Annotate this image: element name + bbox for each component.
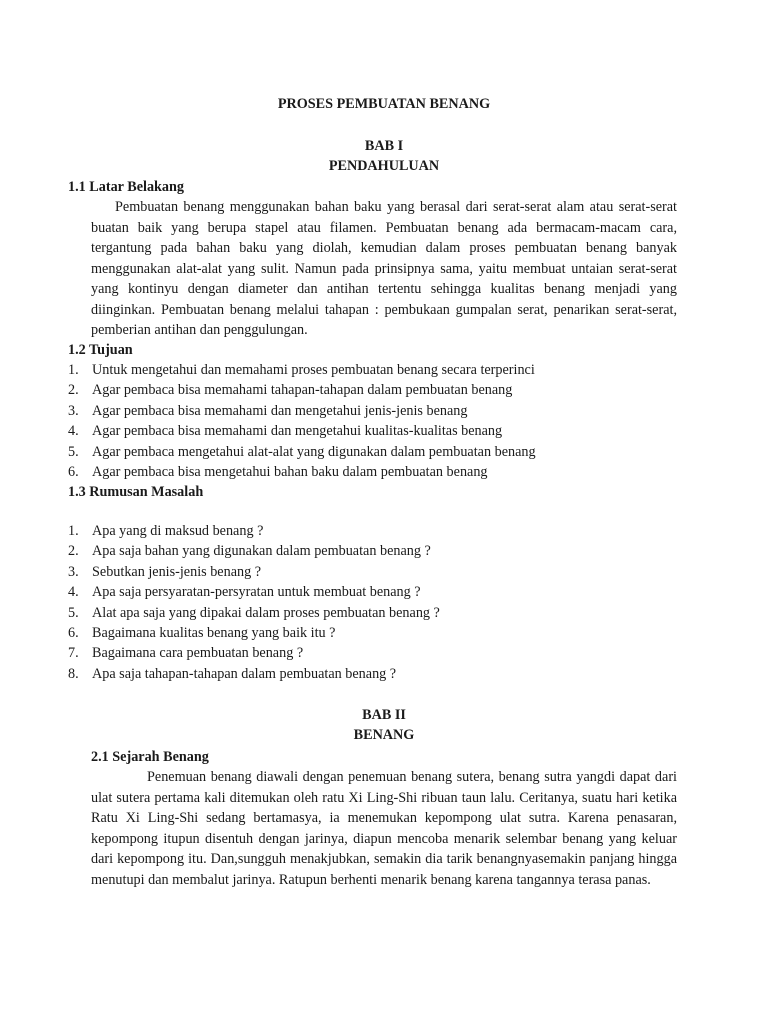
list-number: 5. <box>68 443 79 460</box>
section-heading-sejarah-benang: 2.1 Sejarah Benang <box>91 749 209 765</box>
bab1-label: BAB I <box>364 138 404 154</box>
list-number: 4. <box>68 423 79 440</box>
list-text: Bagaimana cara pembuatan benang ? <box>92 645 304 662</box>
list-item <box>68 421 536 441</box>
list-number: 6. <box>68 625 79 642</box>
list-number: 1. <box>68 523 79 539</box>
tujuan-list <box>68 360 536 482</box>
list-item <box>68 562 440 582</box>
list-item <box>68 623 440 643</box>
list-number: 6. <box>68 464 79 481</box>
list-item <box>68 541 440 561</box>
list-number: 2. <box>68 382 79 399</box>
list-text: Apa saja tahapan-tahapan dalam pembuatan benang ? <box>92 665 397 682</box>
list-number: 5. <box>68 604 79 621</box>
list-item <box>68 442 536 462</box>
list-text: Apa saja bahan yang digunakan dalam pembuatan benang ? <box>92 543 431 560</box>
document-title: PROSES PEMBUATAN BENANG <box>277 96 491 112</box>
list-item <box>68 643 440 663</box>
list-text: Agar pembaca bisa memahami dan mengetahui kualitas-kualitas benang <box>92 423 503 440</box>
list-number: 3. <box>68 402 79 419</box>
list-text: Untuk mengetahui dan memahami proses pembuatan benang secara terperinci <box>92 362 535 378</box>
list-item <box>68 521 440 541</box>
bab2-label: BAB II <box>362 707 406 723</box>
list-text: Agar pembaca bisa memahami dan mengetahui jenis-jenis benang <box>92 402 468 419</box>
list-item <box>68 462 536 482</box>
list-number: 2. <box>68 543 79 560</box>
list-number: 3. <box>68 563 79 580</box>
list-item <box>68 401 536 421</box>
rumusan-list <box>68 521 440 684</box>
list-text: Apa yang di maksud benang ? <box>92 523 264 539</box>
list-item <box>68 603 440 623</box>
list-item <box>68 664 440 684</box>
paragraph-sejarah-benang: Penemuan benang diawali dengan penemuan benang sutera, benang sutra yangdi dapat dari ulat sutera pertama kali ditemukan oleh ratu Xi Ling-Shi ribuan taun lalu. Ceritanya, suatu hari ketika Ratu Xi Ling-Shi sedang bertamasya, ia menemukan kepompong ulat sutra. Karena penasaran, kepompong itupun disentuh dengan jarinya, diapun mencoba menarik selembar benang yang keluar dari kepompong itu. Dan,sungguh menakjubkan, semakin dia tarik benangnyasemakin panjang hingga menutupi dan membalut jarinya. Ratupun berhenti menarik benang karena tangannya terasa panas. <box>91 769 677 888</box>
list-text: Sebutkan jenis-jenis benang ? <box>92 563 262 580</box>
list-text: Agar pembaca bisa mengetahui bahan baku dalam pembuatan benang <box>92 464 488 481</box>
list-number: 1. <box>68 362 79 378</box>
list-text: Apa saja persyaratan-persyratan untuk membuat benang ? <box>92 584 421 601</box>
list-text: Alat apa saja yang dipakai dalam proses pembuatan benang ? <box>92 604 440 621</box>
section-heading-rumusan-masalah: 1.3 Rumusan Masalah <box>68 484 204 500</box>
list-text: Bagaimana kualitas benang yang baik itu ? <box>92 625 336 642</box>
bab1-title: PENDAHULUAN <box>328 158 440 174</box>
list-item <box>68 360 536 380</box>
bab2-title: BENANG <box>353 727 415 743</box>
list-item <box>68 380 536 400</box>
list-number: 8. <box>68 665 79 682</box>
list-text: Agar pembaca mengetahui alat-alat yang digunakan dalam pembuatan benang <box>92 443 536 460</box>
list-item <box>68 582 440 602</box>
list-number: 7. <box>68 645 79 662</box>
list-number: 4. <box>68 584 79 601</box>
section-heading-latar-belakang: 1.1 Latar Belakang <box>68 179 185 195</box>
section-heading-tujuan: 1.2 Tujuan <box>68 342 133 358</box>
paragraph-latar-belakang: Pembuatan benang menggunakan bahan baku yang berasal dari serat-serat alam atau serat-serat buatan baik yang berupa stapel atau filamen. Pembuatan benang ada bermacam-macam cara, tergantung pada bahan baku yang diolah, kemudian dalam proses pembuatan benang banyak menggunakan alat-alat yang sulit. Namun pada prinsipnya sama, yaitu membuat untaian serat-serat yang kontinyu dengan diameter dan antihan tertentu sehingga kualitas benang menjadi yang diinginkan. Pembuatan benang melalui tahapan : pembukaan gumpalan serat, penarikan serat-serat, pemberian antihan dan penggulungan. <box>91 199 677 338</box>
list-text: Agar pembaca bisa memahami tahapan-tahapan dalam pembuatan benang <box>92 382 513 399</box>
